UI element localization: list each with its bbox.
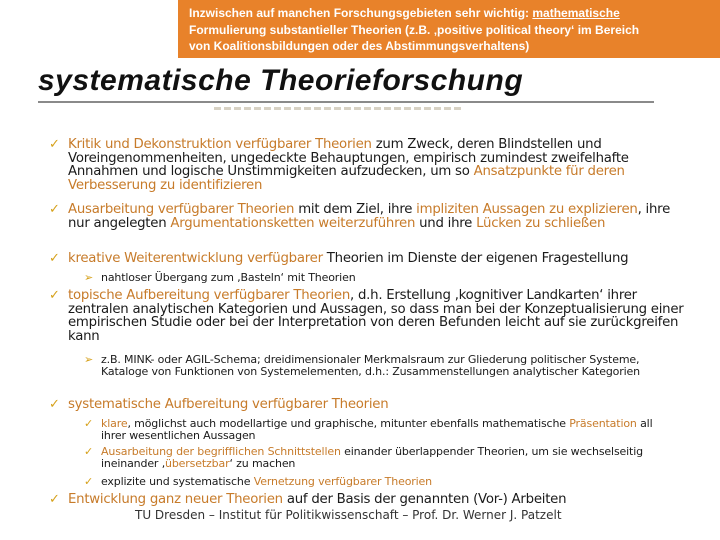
arrowhead-icon: ➢: [84, 271, 94, 284]
banner-line-3: von Koalitionsbildungen oder des Abstimmungsverhaltens): [189, 39, 530, 53]
banner-line-2: Formulierung substantieller Theorien (z.B. ‚positive political theory‘ im Bereich: [189, 22, 640, 37]
bullet-systematische: ✓ systematische Aufbereitung verfügbarer Theorien: [49, 397, 389, 412]
checkmark-icon: ✓: [49, 397, 60, 412]
checkmark-icon: ✓: [49, 492, 60, 507]
bullet-entwicklung: ✓ Entwicklung ganz neuer Theorien auf der Basis der genannten (Vor-) Arbeiten: [49, 492, 567, 507]
checkmark-icon: ✓: [49, 137, 60, 152]
subbullet-basteln: ➢ nahtloser Übergang zum ‚Basteln‘ mit Theorien: [84, 271, 356, 284]
bullet-weiterentwicklung: ✓ kreative Weiterentwicklung verfügbarer Theorien im Dienste der eigenen Fragestellung: [49, 251, 629, 266]
checkmark-icon: ✓: [84, 475, 94, 488]
subbullet-vernetzung: ✓ explizite und systematische Vernetzung verfügbarer Theorien: [84, 475, 432, 488]
subbullet-klare: ✓ klare, möglichst auch modellartige und graphische, mitunter ebenfalls mathematische Präsentation all ihrer wesentlichen Aussagen: [84, 417, 653, 442]
slide-title: systematische Theorieforschung: [38, 64, 524, 97]
bullet-ausarbeitung: ✓ Ausarbeitung verfügbarer Theorien mit dem Ziel, ihre impliziten Aussagen zu explizieren, ihre nur angelegten Argumentationsketten weiterzuführen und ihre Lücken zu schließen: [49, 202, 671, 231]
checkmark-icon: ✓: [49, 202, 60, 217]
subbullet-schema: ➢ z.B. MINK- oder AGIL-Schema; dreidimensionaler Merkmalsraum zur Gliederung politischer Systeme, Kataloge von Funktionen von Systemelementen, d.h.: Zusammenstellungen analytischer Kategorien: [84, 353, 640, 378]
banner-line-1: Inzwischen auf manchen Forschungsgebieten sehr wichtig:: [189, 6, 533, 20]
bullet-topische: ✓ topische Aufbereitung verfügbarer Theorien, d.h. Erstellung ‚kognitiver Landkarten‘ ihrer zentralen analytischen Kategorien und Aussagen, so dass man bei der Konzeptualisierung einer empirischen Studie oder bei der Interpretation von deren Befunden leicht auf sie zurückgreifen kann: [49, 288, 684, 344]
footer: TU Dresden – Institut für Politikwissenschaft – Prof. Dr. Werner J. Patzelt: [135, 508, 562, 522]
checkmark-icon: ✓: [84, 417, 94, 430]
checkmark-icon: ✓: [49, 288, 60, 303]
arrowhead-icon: ➢: [84, 353, 94, 366]
checkmark-icon: ✓: [84, 445, 94, 458]
subbullet-schnittstellen: ✓ Ausarbeitung der begrifflichen Schnittstellen einander überlappender Theorien, um sie wechselseitig ineinander ‚übersetzbar‘ zu machen: [84, 445, 643, 470]
banner-link[interactable]: mathematische: [532, 6, 620, 20]
checkmark-icon: ✓: [49, 251, 60, 266]
bullet-kritik: ✓ Kritik und Dekonstruktion verfügbarer Theorien zum Zweck, deren Blindstellen und Voreingenommenheiten, ungedeckte Behauptungen, empirisch zumindest zweifelhafte Annahmen und logische Unstimmigkeiten aufzudecken, um so Ansatzpunkte für deren Verbesserung zu identifizieren: [49, 137, 629, 193]
